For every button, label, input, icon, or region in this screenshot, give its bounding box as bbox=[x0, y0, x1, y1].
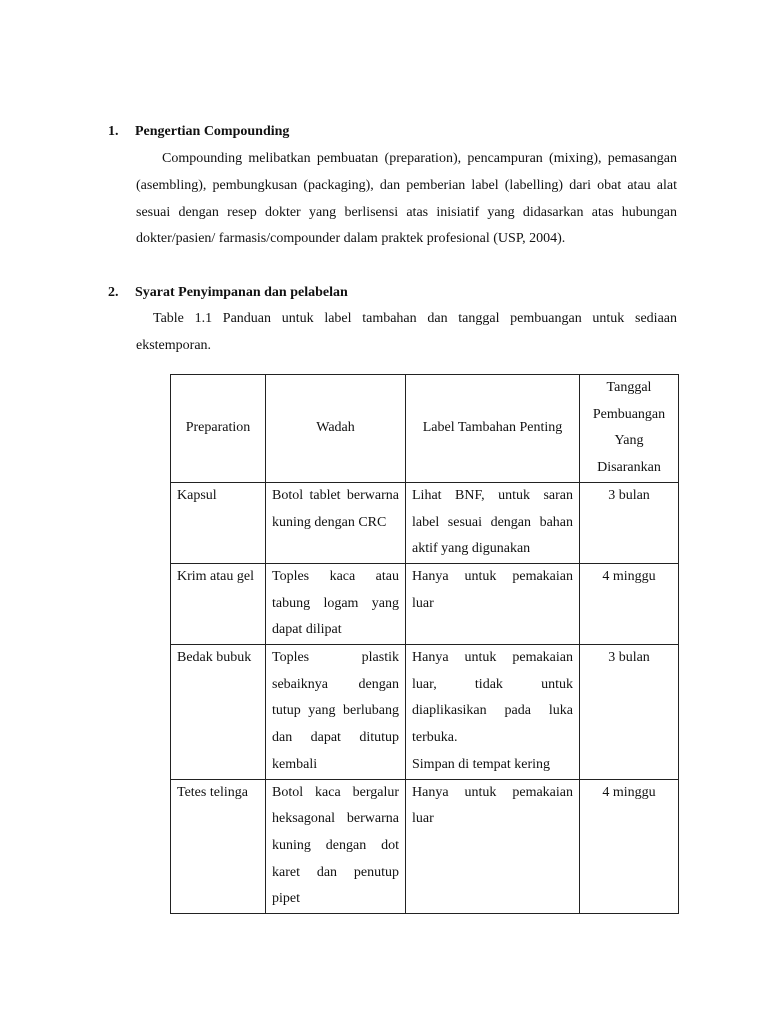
table-caption: Table 1.1 Panduan untuk label tambahan dan tanggal pembuangan untuk sediaan ekstemporan. bbox=[136, 311, 677, 353]
table-caption-block bbox=[136, 306, 677, 360]
table-row bbox=[171, 645, 679, 780]
section-1-number: 1. bbox=[108, 124, 119, 139]
section-1-paragraph: Compounding melibatkan pembuatan (preparation), pencampuran (mixing), pemasangan (asembling), pembungkusan (packaging), dan pemberian label (labelling) dari obat atau alat sesuai dengan resep dokter yang berlisensi atas inisiatif yang didasarkan atas hubungan dokter/pasien/ farmasis/compounder dalam praktek profesional (USP, 2004). bbox=[136, 151, 677, 247]
cell-label: Lihat BNF, untuk saran label sesuai dengan bahan aktif yang digunakan bbox=[406, 482, 580, 563]
header-wadah: Wadah bbox=[266, 375, 406, 483]
section-2-title: Syarat Penyimpanan dan pelabelan bbox=[135, 285, 348, 300]
table-row bbox=[171, 779, 679, 914]
cell-wadah: Botol tablet berwarna kuning dengan CRC bbox=[266, 482, 406, 563]
cell-wadah: Toples kaca atau tabung logam yang dapat dilipat bbox=[266, 563, 406, 644]
cell-label: Hanya untuk pemakaian luar, tidak untuk diaplikasikan pada luka terbuka. bbox=[412, 650, 573, 746]
cell-wadah: Toples plastik sebaiknya dengan tutup yang berlubang dan dapat ditutup kembali bbox=[266, 645, 406, 780]
table-row bbox=[171, 482, 679, 563]
section-1-title: Pengertian Compounding bbox=[135, 124, 290, 139]
cell-label: Hanya untuk pemakaian luar bbox=[406, 779, 580, 914]
storage-label-table bbox=[170, 374, 679, 914]
cell-preparation: Kapsul bbox=[171, 482, 266, 563]
cell-tanggal: 3 bulan bbox=[580, 482, 679, 563]
cell-preparation: Krim atau gel bbox=[171, 563, 266, 644]
section-1-heading bbox=[108, 123, 289, 141]
cell-preparation: Bedak bubuk bbox=[171, 645, 266, 780]
section-2-heading bbox=[108, 284, 348, 302]
cell-label-note: Simpan di tempat kering bbox=[412, 756, 551, 772]
section-1-paragraph-block bbox=[136, 146, 677, 253]
table-row bbox=[171, 563, 679, 644]
header-preparation: Preparation bbox=[171, 375, 266, 483]
cell-label: Hanya untuk pemakaian luar bbox=[406, 563, 580, 644]
cell-label-group bbox=[406, 645, 580, 780]
cell-tanggal: 3 bulan bbox=[580, 645, 679, 780]
header-tanggal: Tanggal Pembuangan Yang Disarankan bbox=[580, 375, 679, 483]
table-header-row bbox=[171, 375, 679, 483]
cell-wadah: Botol kaca bergalur heksagonal berwarna kuning dengan dot karet dan penutup pipet bbox=[266, 779, 406, 914]
cell-preparation: Tetes telinga bbox=[171, 779, 266, 914]
cell-tanggal: 4 minggu bbox=[580, 563, 679, 644]
cell-tanggal: 4 minggu bbox=[580, 779, 679, 914]
header-label: Label Tambahan Penting bbox=[406, 375, 580, 483]
section-2-number: 2. bbox=[108, 285, 119, 300]
